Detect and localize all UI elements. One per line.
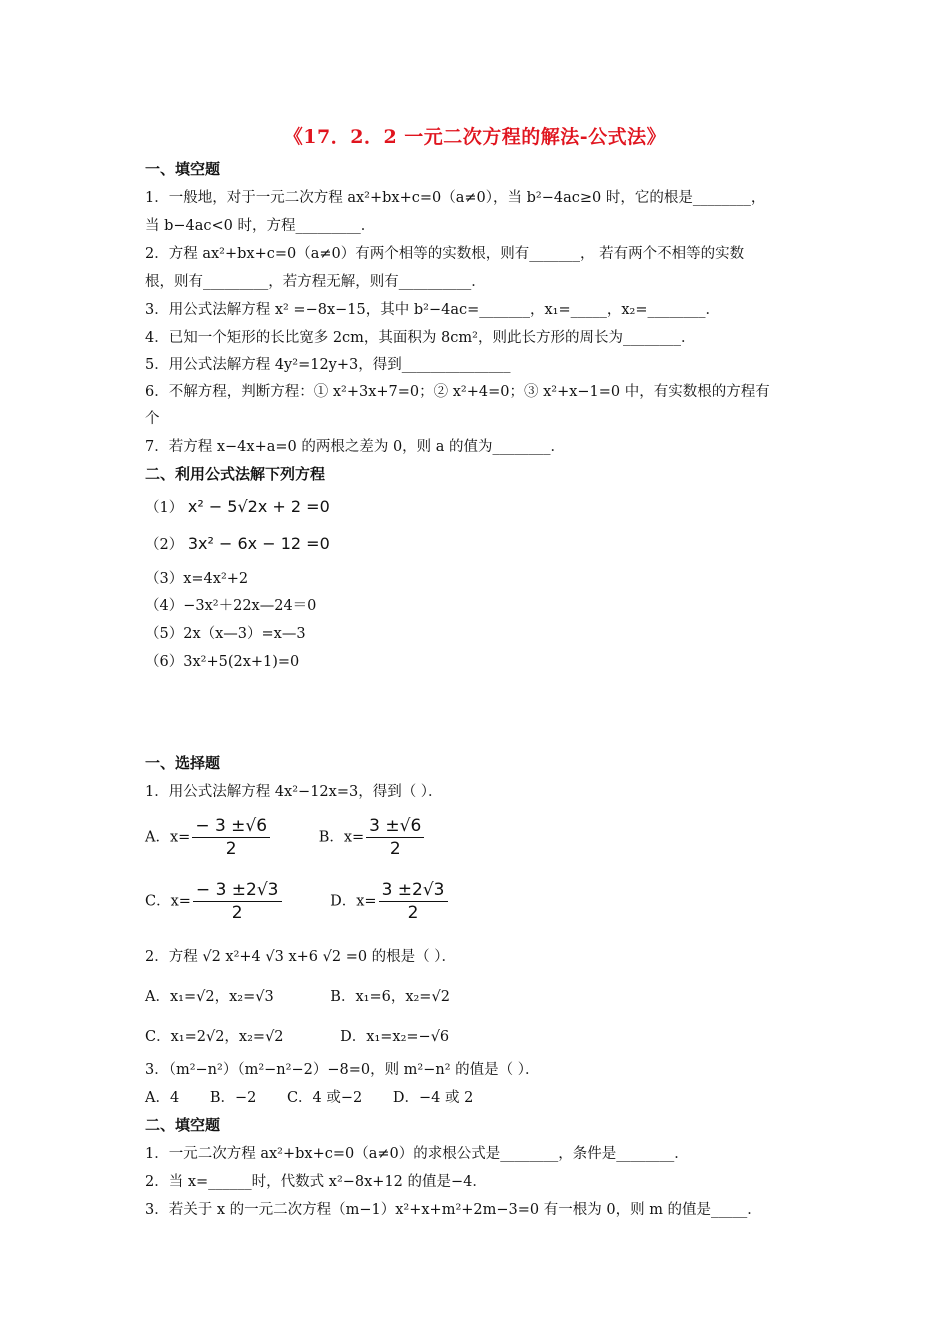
fraction bbox=[193, 880, 282, 923]
question-line: 3．用公式法解方程 x² =−8x−15，其中 b²−4ac=_______，x₁=_____，x₂=________． bbox=[145, 302, 721, 318]
choice-label: A．x= bbox=[145, 829, 191, 846]
choice-a: A．4 bbox=[145, 1090, 180, 1106]
question-line: 根，则有_________，若方程无解，则有__________． bbox=[145, 274, 486, 290]
fraction-denominator: 2 bbox=[231, 903, 243, 923]
choice-row bbox=[145, 880, 448, 923]
fraction-numerator: − 3 ±√6 bbox=[192, 816, 270, 838]
choice-c bbox=[145, 880, 282, 923]
choice-b: B．−2 bbox=[209, 1090, 257, 1106]
choice-a bbox=[145, 816, 270, 859]
section-fill-in: 一、填空题 bbox=[145, 160, 221, 178]
question-line: 1．一般地，对于一元二次方程 ax²+bx+c=0（a≠0），当 b²−4ac≥0 时，它的根是________， bbox=[145, 190, 766, 206]
equation-item bbox=[145, 533, 330, 554]
equation-number: （1） bbox=[145, 500, 184, 516]
choice-d: D．x₁=x₂=−√6 bbox=[340, 1029, 450, 1045]
section-multiple-choice: 一、选择题 bbox=[145, 754, 221, 772]
choice-label: D．x= bbox=[330, 893, 377, 910]
fraction bbox=[366, 816, 424, 859]
question-line: 2．方程 ax²+bx+c=0（a≠0）有两个相等的实数根，则有_______， 若有两个不相等的实数 bbox=[145, 246, 745, 262]
question-line: 4．已知一个矩形的长比宽多 2cm，其面积为 8cm²，则此长方形的周长为________． bbox=[145, 330, 696, 346]
equation-number: （2） bbox=[145, 537, 184, 553]
question-line: 1．一元二次方程 ax²+bx+c=0（a≠0）的求根公式是________，条件是________． bbox=[145, 1146, 689, 1162]
fraction bbox=[192, 816, 270, 859]
choice-d: D．−4 或 2 bbox=[392, 1090, 474, 1106]
section-fill-in-2: 二、填空题 bbox=[145, 1116, 221, 1134]
fraction bbox=[379, 880, 448, 923]
fraction-denominator: 2 bbox=[225, 839, 237, 859]
equation-item: （4）−3x²＋22x—24＝0 bbox=[145, 598, 317, 614]
choice-b: B．x₁=6，x₂=√2 bbox=[330, 989, 450, 1005]
fraction-numerator: − 3 ±2√3 bbox=[193, 880, 282, 902]
choice-row bbox=[145, 1025, 449, 1046]
fraction-numerator: 3 ±2√3 bbox=[379, 880, 448, 902]
choice-d bbox=[330, 880, 447, 923]
choice-b bbox=[319, 816, 425, 859]
fraction-denominator: 2 bbox=[389, 839, 401, 859]
choice-c: C．x₁=2√2，x₂=√2 bbox=[145, 1029, 284, 1045]
equation-item: （5）2x（x—3）=x—3 bbox=[145, 626, 306, 642]
section-solve-equations: 二、利用公式法解下列方程 bbox=[145, 465, 326, 483]
choice-label: B．x= bbox=[318, 829, 365, 846]
fraction-numerator: 3 ±√6 bbox=[366, 816, 424, 838]
question-line: 6．不解方程，判断方程：① x²+3x+7=0；② x²+4=0；③ x²+x−1=0 中，有实数根的方程有 bbox=[145, 384, 770, 400]
page-title: 《17．2．2 一元二次方程的解法-公式法》 bbox=[283, 126, 667, 148]
question-line: 5．用公式法解方程 4y²=12y+3，得到_______________ bbox=[145, 357, 511, 373]
question-line: 3．若关于 x 的一元二次方程（m−1）x²+x+m²+2m−3=0 有一根为 0，则 m 的值是_____． bbox=[145, 1202, 762, 1218]
equation-formula: 3x² − 6x − 12 =0 bbox=[187, 534, 330, 553]
fraction-denominator: 2 bbox=[407, 903, 419, 923]
choice-label: C．x= bbox=[145, 893, 191, 910]
choice-a: A．x₁=√2，x₂=√3 bbox=[145, 989, 274, 1005]
choice-row bbox=[145, 985, 450, 1006]
choice-c: C．4 或−2 bbox=[286, 1090, 363, 1106]
equation-item bbox=[145, 496, 330, 517]
question-line: 当 b−4ac<0 时，方程_________． bbox=[145, 218, 376, 234]
choice-row bbox=[145, 1086, 473, 1107]
question-line: 1．用公式法解方程 4x²−12x=3，得到（ ）． bbox=[145, 784, 443, 800]
question-line: 2．方程 √2 x²+4 √3 x+6 √2 =0 的根是（ ）． bbox=[145, 949, 457, 965]
equation-item: （6）3x²+5(2x+1)=0 bbox=[145, 654, 300, 670]
equation-formula: x² − 5√2x + 2 =0 bbox=[187, 497, 330, 516]
question-line: 个 bbox=[145, 411, 160, 427]
choice-row bbox=[145, 816, 424, 859]
equation-item: （3）x=4x²+2 bbox=[145, 571, 249, 587]
question-line: 3．（m²−n²）（m²−n²−2）−8=0，则 m²−n² 的值是（ ）． bbox=[145, 1062, 540, 1078]
question-line: 7．若方程 x−4x+a=0 的两根之差为 0，则 a 的值为________． bbox=[145, 439, 566, 455]
question-line: 2．当 x=______时，代数式 x²−8x+12 的值是−4． bbox=[145, 1174, 487, 1190]
